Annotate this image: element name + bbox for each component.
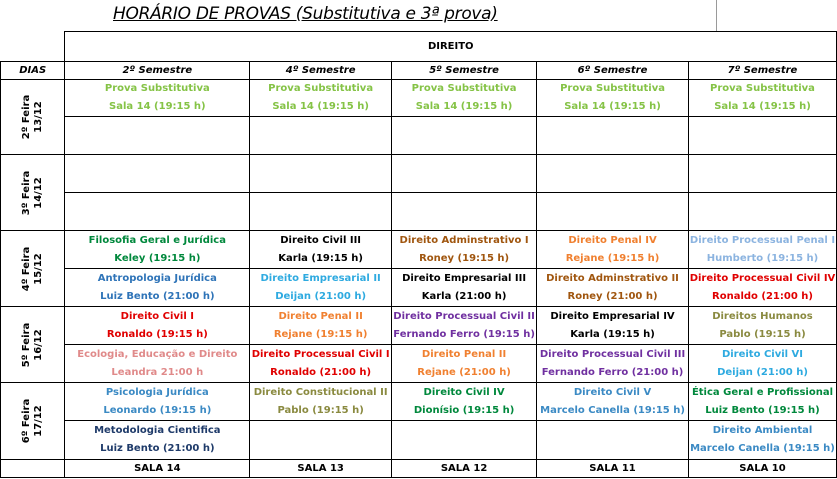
- exam-cell: [537, 193, 689, 231]
- exam-subject: Direito Processual Civil I: [251, 348, 390, 360]
- semester-header: 6º Semestre: [537, 62, 689, 80]
- exam-teacher-time: Karla (19:15 h): [570, 328, 655, 340]
- weekday-label: 5º Feira: [20, 322, 32, 367]
- exam-teacher-time: Karla (19:15 h): [278, 252, 363, 264]
- exam-teacher-time: [689, 212, 836, 230]
- exam-cell: [537, 155, 689, 193]
- date-label: 14/12: [32, 176, 44, 209]
- weekday-label: 6º Feira: [20, 398, 32, 444]
- date-label: 17/12: [32, 405, 44, 437]
- room-label: SALA 10: [688, 460, 836, 478]
- exam-cell: [537, 383, 689, 421]
- exam-teacher-time: Luiz Bento (21:00 h): [100, 290, 215, 302]
- exam-cell: [688, 117, 836, 155]
- exam-cell: [250, 307, 392, 345]
- schedule-row: [1, 193, 837, 231]
- exam-teacher-time: Rejane (19:15 h): [565, 252, 660, 264]
- exam-cell: [392, 193, 537, 231]
- exam-subject: [65, 118, 249, 136]
- day-cell: [1, 383, 65, 460]
- exam-teacher-time: [392, 440, 536, 458]
- course-row: [1, 32, 837, 62]
- day-cell: [1, 155, 65, 231]
- exam-teacher-time: Pablo (19:15 h): [277, 404, 364, 416]
- exam-subject: Direito Civil III: [280, 234, 362, 246]
- exam-teacher-time: Marcelo Canella (19:15 h): [690, 443, 835, 454]
- exam-cell: [537, 345, 689, 383]
- exam-cell: [250, 421, 392, 460]
- exam-subject: [537, 118, 688, 136]
- exam-cell: [537, 117, 689, 155]
- exam-teacher-time: [250, 212, 391, 230]
- exam-teacher-time: Keley (19:15 h): [114, 252, 201, 264]
- exam-teacher-time: Roney (19:15 h): [419, 252, 510, 264]
- exam-subject: [250, 118, 391, 136]
- exam-subject: Direito Processual Civil IV: [689, 272, 836, 284]
- exam-cell: [65, 231, 250, 269]
- exam-cell: [250, 80, 392, 117]
- exam-teacher-time: Sala 14 (19:15 h): [714, 101, 811, 112]
- exam-subject: Metodologia Cientifica: [94, 425, 221, 436]
- exam-teacher-time: Luiz Bento (19:15 h): [705, 404, 820, 416]
- date-label: 16/12: [32, 328, 44, 361]
- exam-teacher-time: Sala 14 (19:15 h): [415, 101, 513, 112]
- exam-subject: Direito Civil V: [573, 386, 652, 398]
- exam-teacher-time: [689, 174, 836, 192]
- exam-subject: Direito Civil IV: [423, 386, 505, 398]
- exam-teacher-time: Humberto (19:15 h): [706, 252, 819, 264]
- exam-teacher-time: [250, 136, 391, 154]
- exam-subject: Direito Penal II: [421, 348, 507, 360]
- exam-subject: Direito Penal IV: [568, 234, 657, 246]
- exam-subject: Direito Adminstrativo I: [399, 234, 529, 246]
- exam-subject: [65, 156, 249, 174]
- exam-cell: [65, 117, 250, 155]
- exam-cell: [65, 345, 250, 383]
- header-row: [1, 62, 837, 80]
- exam-teacher-time: [65, 136, 249, 154]
- exam-cell: [65, 193, 250, 231]
- exam-cell: [392, 269, 537, 307]
- semester-header: 2º Semestre: [65, 62, 250, 80]
- exam-cell: [392, 117, 537, 155]
- day-label: [21, 322, 45, 366]
- exam-subject: Ética Geral e Profissional: [691, 386, 834, 398]
- exam-cell: [250, 383, 392, 421]
- exam-subject: [689, 194, 836, 212]
- exam-teacher-time: Ronaldo (21:00 h): [270, 366, 372, 378]
- exam-subject: [537, 422, 688, 440]
- day-cell: [1, 231, 65, 307]
- exam-cell: [537, 231, 689, 269]
- exam-cell: [392, 307, 537, 345]
- exam-cell: [688, 345, 836, 383]
- exam-teacher-time: Rejane (19:15 h): [273, 328, 368, 340]
- exam-cell: [392, 383, 537, 421]
- exam-subject: Direito Civil VI: [721, 348, 804, 360]
- exam-subject: Direito Ambiental: [712, 425, 813, 436]
- exam-subject: [392, 194, 536, 212]
- exam-teacher-time: Marcelo Canella (19:15 h): [540, 404, 685, 416]
- schedule-row: [1, 345, 837, 383]
- exam-subject: Direito Adminstrativo II: [546, 272, 679, 284]
- exam-teacher-time: Leonardo (19:15 h): [103, 404, 212, 416]
- exam-teacher-time: Ronaldo (21:00 h): [712, 290, 813, 302]
- exam-subject: [392, 422, 536, 440]
- exam-teacher-time: [250, 440, 391, 458]
- semester-header: 7º Semestre: [688, 62, 836, 80]
- footer-row: [1, 460, 837, 478]
- schedule-row: [1, 421, 837, 460]
- exam-cell: [688, 421, 836, 460]
- exam-teacher-time: [537, 440, 688, 458]
- title-divider: [716, 0, 717, 31]
- exam-teacher-time: Rejane (21:00 h): [417, 366, 511, 378]
- exam-teacher-time: Fernando Ferro (19:15 h): [393, 328, 535, 340]
- weekday-label: 4º Feira: [20, 246, 32, 291]
- exam-cell: [65, 383, 250, 421]
- exam-subject: Filosofia Geral e Jurídica: [88, 234, 226, 246]
- course-title: DIREITO: [65, 32, 837, 62]
- exam-teacher-time: Deijan (21:00 h): [717, 366, 808, 378]
- exam-cell: [250, 345, 392, 383]
- exam-cell: [65, 307, 250, 345]
- day-cell: [1, 80, 65, 155]
- exam-subject: [689, 118, 836, 136]
- exam-teacher-time: Karla (21:00 h): [421, 290, 507, 302]
- day-label: [21, 170, 45, 214]
- title-row: [0, 0, 837, 31]
- exam-cell: [392, 155, 537, 193]
- room-label: SALA 11: [537, 460, 689, 478]
- exam-subject: Direito Constitucional II: [253, 386, 388, 398]
- exam-subject: Prova Substitutiva: [268, 83, 374, 94]
- exam-cell: [537, 269, 689, 307]
- exam-subject: [250, 156, 391, 174]
- room-label: SALA 14: [65, 460, 250, 478]
- exam-subject: Prova Substitutiva: [560, 83, 665, 94]
- exam-cell: [537, 421, 689, 460]
- exam-teacher-time: [250, 174, 391, 192]
- page-title: HORÁRIO DE PROVAS (Substitutiva e 3ª prova): [113, 4, 498, 24]
- exam-cell: [65, 155, 250, 193]
- exam-subject: [392, 118, 536, 136]
- exam-cell: [537, 307, 689, 345]
- exam-cell: [688, 383, 836, 421]
- exam-subject: [537, 194, 688, 212]
- schedule-row: [1, 117, 837, 155]
- exam-subject: Psicologia Jurídica: [105, 386, 209, 398]
- schedule-row: [1, 80, 837, 117]
- day-label: [21, 399, 45, 443]
- exam-teacher-time: Ronaldo (19:15 h): [106, 328, 208, 340]
- exam-subject: Prova Substitutiva: [411, 83, 517, 94]
- exam-subject: [537, 156, 688, 174]
- exam-subject: Direito Empresarial III: [402, 272, 527, 284]
- schedule-row: [1, 307, 837, 345]
- exam-cell: [250, 193, 392, 231]
- day-label: [21, 95, 45, 139]
- exam-teacher-time: [392, 212, 536, 230]
- exam-subject: [250, 422, 391, 440]
- exam-cell: [688, 80, 836, 117]
- exam-cell: [65, 421, 250, 460]
- exam-teacher-time: [65, 212, 249, 230]
- schedule-row: [1, 231, 837, 269]
- exam-teacher-time: [392, 136, 536, 154]
- exam-teacher-time: Roney (21:00 h): [567, 290, 658, 302]
- exam-cell: [688, 155, 836, 193]
- schedule-row: [1, 269, 837, 307]
- exam-subject: Direito Empresarial II: [260, 272, 381, 284]
- exam-cell: [392, 231, 537, 269]
- exam-subject: Direito Processual Civil II: [393, 310, 535, 322]
- exam-cell: [688, 231, 836, 269]
- exam-teacher-time: Leandra 21:00 h: [111, 366, 204, 378]
- exam-subject: Antropologia Jurídica: [97, 272, 217, 284]
- corner-cell: [1, 32, 65, 62]
- exam-teacher-time: Sala 14 (19:15 h): [272, 101, 369, 112]
- exam-teacher-time: [537, 136, 688, 154]
- footer-empty-cell: [1, 460, 65, 478]
- exam-teacher-time: [537, 212, 688, 230]
- exam-cell: [250, 231, 392, 269]
- exam-teacher-time: [65, 174, 249, 192]
- exam-cell: [537, 80, 689, 117]
- exam-cell: [65, 269, 250, 307]
- date-label: 15/12: [32, 252, 44, 285]
- exam-subject: [250, 194, 391, 212]
- exam-subject: Prova Substitutiva: [104, 83, 210, 94]
- exam-subject: Direito Civil I: [120, 310, 194, 322]
- exam-subject: Direitos Humanos: [712, 310, 813, 322]
- exam-cell: [392, 345, 537, 383]
- exam-cell: [65, 80, 250, 117]
- exam-subject: Direito Penal II: [278, 310, 363, 322]
- exam-subject: [689, 156, 836, 174]
- exam-teacher-time: [689, 136, 836, 154]
- exam-teacher-time: [537, 174, 688, 192]
- exam-cell: [392, 80, 537, 117]
- exam-subject: [65, 194, 249, 212]
- exam-teacher-time: Sala 14 (19:15 h): [109, 101, 206, 112]
- exam-cell: [392, 421, 537, 460]
- exam-subject: Direito Empresarial IV: [550, 310, 675, 322]
- semester-header: 5º Semestre: [392, 62, 537, 80]
- exam-subject: Prova Substitutiva: [710, 83, 815, 94]
- exam-teacher-time: Fernando Ferro (21:00 h): [541, 366, 684, 378]
- exam-teacher-time: Pablo (19:15 h): [719, 328, 806, 340]
- exam-cell: [250, 269, 392, 307]
- room-label: SALA 12: [392, 460, 537, 478]
- date-label: 13/12: [32, 101, 44, 133]
- exam-subject: [392, 156, 536, 174]
- semester-header: 4º Semestre: [250, 62, 392, 80]
- exam-subject: Direito Processual Penal I: [689, 234, 836, 246]
- exam-cell: [688, 269, 836, 307]
- room-label: SALA 13: [250, 460, 392, 478]
- schedule-row: [1, 155, 837, 193]
- exam-subject: Ecologia, Educação e Direito: [77, 348, 238, 360]
- schedule-row: [1, 383, 837, 421]
- exam-cell: [250, 155, 392, 193]
- days-header: DIAS: [1, 62, 65, 80]
- exam-teacher-time: Sala 14 (19:15 h): [564, 101, 661, 112]
- exam-teacher-time: [392, 174, 536, 192]
- exam-teacher-time: Luiz Bento (21:00 h): [100, 443, 215, 454]
- exam-schedule-table: [0, 31, 837, 478]
- exam-subject: Direito Processual Civil III: [539, 348, 686, 360]
- exam-cell: [250, 117, 392, 155]
- weekday-label: 3º Feira: [20, 170, 32, 215]
- exam-teacher-time: Deijan (21:00 h): [275, 290, 367, 302]
- day-label: [21, 246, 45, 290]
- day-cell: [1, 307, 65, 383]
- exam-teacher-time: Dionísio (19:15 h): [413, 404, 515, 416]
- exam-cell: [688, 307, 836, 345]
- exam-cell: [688, 193, 836, 231]
- weekday-label: 2º Feira: [20, 94, 32, 140]
